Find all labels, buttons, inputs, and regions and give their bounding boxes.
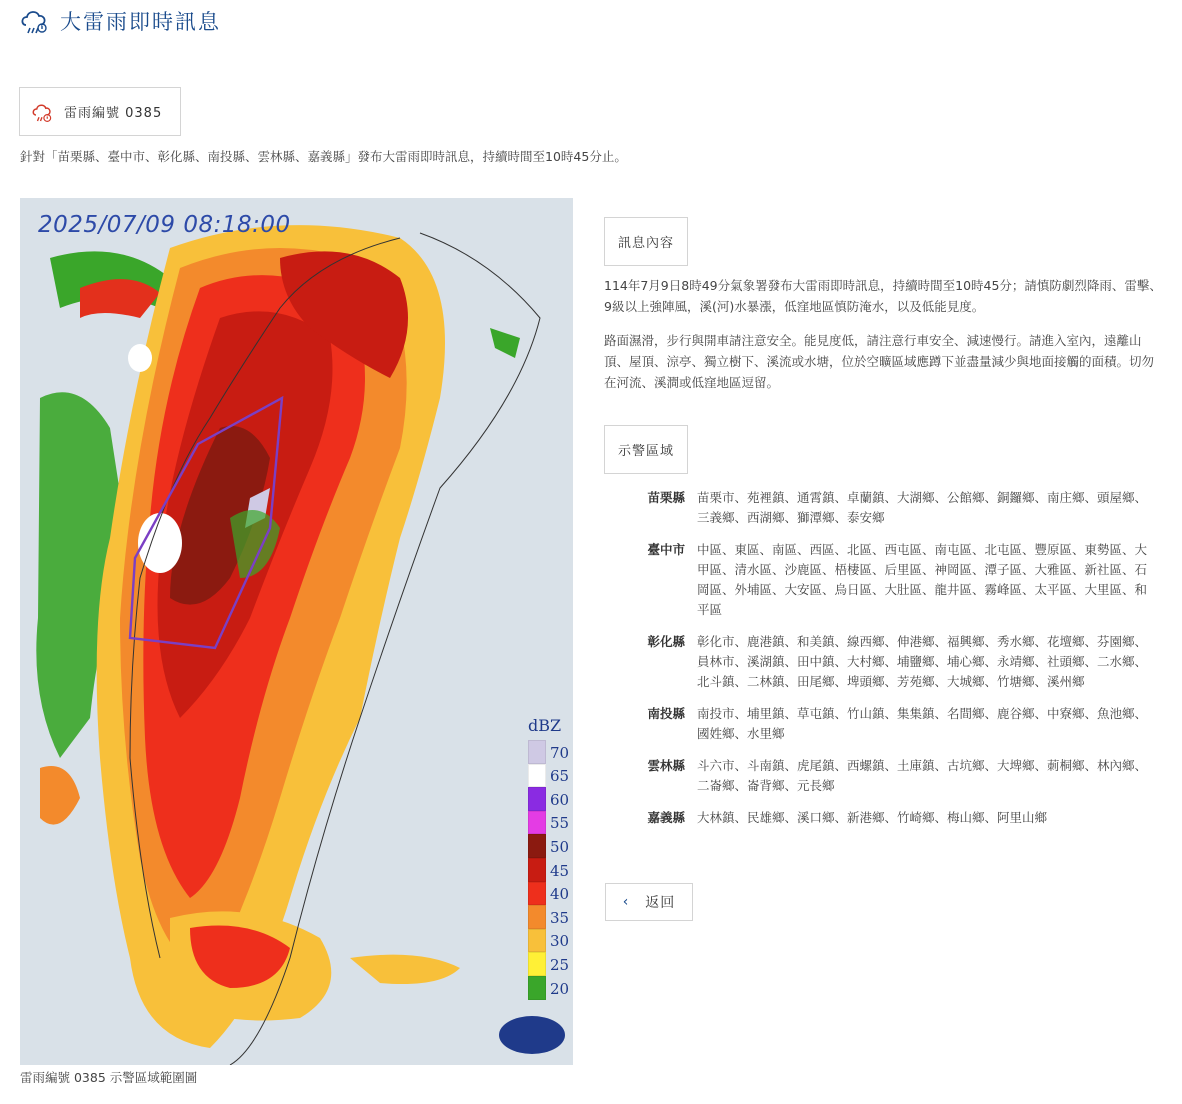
page-title: 大雷雨即時訊息 [60,10,221,34]
legend-label: 55 [550,814,570,833]
region-name: 苗栗縣 [647,490,685,505]
region-towns: 彰化市、鹿港鎮、和美鎮、線西鄉、伸港鄉、福興鄉、秀水鄉、花壇鄉、芬園鄉、員林市、溪湖鎮、田中鎮、大村鄉、埔鹽鄉、埔心鄉、永靖鄉、社頭鄉、二水鄉、北斗鎮、二林鎮、田尾鄉、埤頭鄉、芳苑鄉、大城鄉、竹塘鄉、溪州鄉 [697,634,1148,689]
alert-number-label: 雷雨編號 0385 [64,106,163,121]
region-name: 臺中市 [647,542,685,557]
back-button-label: 返回 [645,895,676,911]
alert-summary: 針對「苗栗縣、臺中市、彰化縣、南投縣、雲林縣、嘉義縣」發布大雷雨即時訊息，持續時間至10時45分止。 [20,149,627,164]
legend-label: 65 [550,767,570,786]
legend-label: 50 [550,838,570,856]
region-row [604,540,1164,620]
radar-timestamp: 2025/07/09 08:18:00 [38,212,291,238]
info-paragraph-1: 114年7月9日8時49分氣象署發布大雷雨即時訊息，持續時間至10時45分；請慎防劇烈降雨、雷擊、9級以上強陣風，溪(河)水暴漲，低窪地區慎防淹水，以及低能見度。 [604,278,1162,314]
alert-number-badge [19,87,181,136]
legend-swatch [528,834,546,858]
region-row [604,704,1164,744]
legend-swatch [528,882,546,906]
info-paragraph-2: 路面濕滑，步行與開車請注意安全。能見度低，請注意行車安全、減速慢行。請進入室內，遠離山頂、屋頂、涼亭、獨立樹下、溪流或水塘，位於空曠區域應蹲下並盡量減少與地面接觸的面積。切勿在河流、溪澗或低窪地區逗留。 [604,333,1155,390]
legend-swatch [528,905,546,929]
region-name: 彰化縣 [647,634,685,649]
warning-area-label: 示警區域 [604,425,688,474]
region-towns: 大林鎮、民雄鄉、溪口鄉、新港鄉、竹崎鄉、梅山鄉、阿里山鄉 [697,810,1048,825]
legend-label: 30 [550,932,570,951]
legend-swatch [528,858,546,882]
radar-image [20,198,573,1065]
region-name: 嘉義縣 [647,810,685,825]
thunderstorm-icon [18,5,50,37]
legend-label: 25 [550,956,570,974]
legend-label: 20 [550,979,570,998]
legend-swatch [528,929,546,953]
warning-region-list [604,488,1164,840]
legend-swatch [528,976,546,1000]
chevron-left-icon: ‹ [622,894,630,910]
legend-label: 45 [550,861,570,880]
region-name: 雲林縣 [647,758,685,773]
cwa-logo-icon [499,1016,565,1054]
info-content-label: 訊息內容 [604,217,688,266]
legend-swatch [528,811,546,835]
region-towns: 斗六市、斗南鎮、虎尾鎮、西螺鎮、土庫鎮、古坑鄉、大埤鄉、莿桐鄉、林內鄉、二崙鄉、崙背鄉、元長鄉 [697,758,1148,793]
thunderstorm-alert-icon [30,100,54,124]
legend-swatch [528,952,546,976]
legend-label: 35 [550,908,570,927]
legend-label: 70 [550,743,570,762]
legend-swatch [528,740,546,764]
legend-label: 40 [550,885,570,904]
legend-swatch [528,787,546,811]
region-row [604,632,1164,692]
page-header [18,4,221,38]
region-row [604,488,1164,528]
legend-title: dBZ [528,716,562,735]
region-row [604,756,1164,796]
region-row [604,808,1164,828]
map-caption: 雷雨編號 0385 示警區域範圍圖 [20,1070,198,1085]
region-name: 南投縣 [647,706,685,721]
legend-label: 60 [550,790,570,809]
legend-color-bar [528,740,546,1000]
region-towns: 苗栗市、苑裡鎮、通霄鎮、卓蘭鎮、大湖鄉、公館鄉、銅鑼鄉、南庄鄉、頭屋鄉、三義鄉、西湖鄉、獅潭鄉、泰安鄉 [697,490,1148,525]
legend-swatch [528,764,546,788]
back-button[interactable] [605,883,693,921]
region-towns: 中區、東區、南區、西區、北區、西屯區、南屯區、北屯區、豐原區、東勢區、大甲區、清水區、沙鹿區、梧棲區、后里區、神岡區、潭子區、大雅區、新社區、石岡區、外埔區、大安區、烏日區、大肚區、龍井區、霧峰區、太平區、大里區、和平區 [697,542,1148,617]
radar-map [20,198,573,1065]
region-towns: 南投市、埔里鎮、草屯鎮、竹山鎮、集集鎮、名間鄉、鹿谷鄉、中寮鄉、魚池鄉、國姓鄉、水里鄉 [697,706,1148,741]
